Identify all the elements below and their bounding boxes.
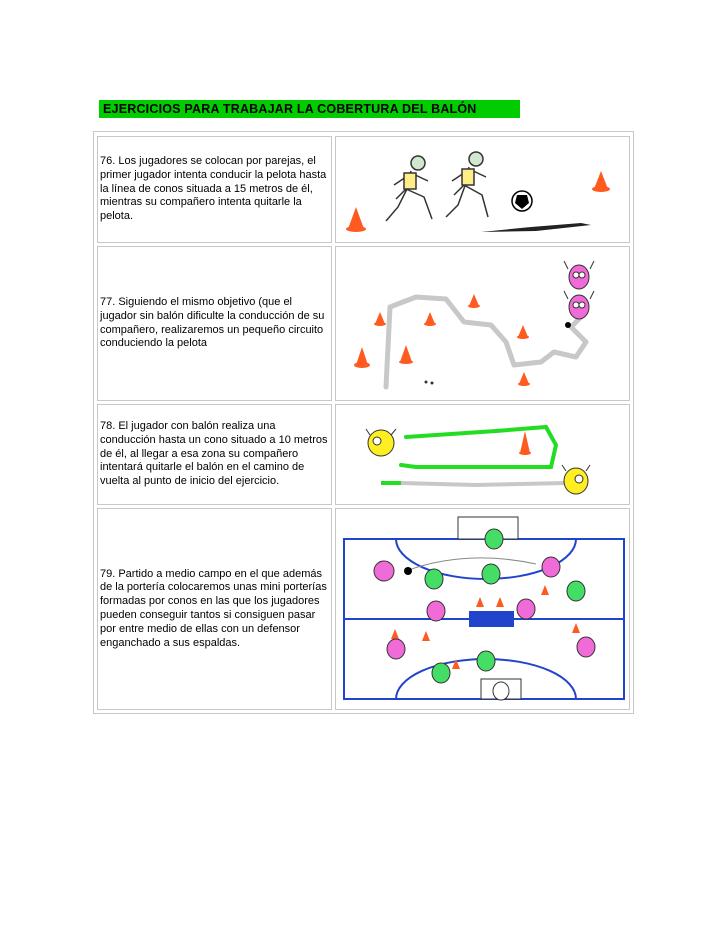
exercise-79-text-cell	[97, 508, 332, 710]
cone-icon	[520, 431, 530, 453]
cone-icon	[348, 207, 364, 229]
center-zone	[469, 611, 514, 627]
circuit-path	[386, 297, 586, 387]
exercise-76-text-cell	[97, 136, 332, 243]
dribble-path	[401, 427, 556, 467]
exercise-78-diagram	[335, 404, 630, 505]
exercise-77-text-cell	[97, 246, 332, 401]
player-icon	[446, 152, 488, 217]
exercise-77-illustration	[336, 247, 631, 402]
exercise-79-text: 79. Partido a medio campo en el que además de la portería colocaremos unas mini porterías formadas por conos en las que los jugadores pueden conseguir tantos si consiguen pasar por entre medio de ellas con un defensor enganchado a sus espaldas.	[100, 567, 327, 649]
page-title: EJERCICIOS PARA TRABAJAR LA COBERTURA DEL BALÓN	[99, 100, 520, 118]
exercise-76-text: 76. Los jugadores se colocan por parejas, el primer jugador intenta conducir la pelota hasta la línea de conos situada a 15 metros de él, mientras su compañero intenta quitarle la pelota.	[100, 155, 327, 223]
exercise-78-text: 78. El jugador con balón realiza una conducción hasta un cono situado a 10 metros de él, al llegar a esa zona su compañero intentará quitarle el balón en el camino de vuelta al punto de inicio del ejercicio.	[100, 420, 328, 488]
player-icon	[386, 156, 432, 221]
ball-icon	[565, 322, 571, 328]
exercise-77-diagram	[335, 246, 630, 401]
ground-line	[481, 223, 591, 232]
exercise-76-illustration	[336, 137, 631, 244]
exercise-76-diagram	[335, 136, 630, 243]
player-icon	[564, 261, 594, 289]
ball-icon	[404, 567, 412, 575]
exercise-78-text-cell	[97, 404, 332, 505]
return-path	[401, 483, 566, 485]
exercise-79-diagram	[335, 508, 630, 710]
exercise-77-text: 77. Siguiendo el mismo objetivo (que el jugador sin balón dificulte la conducción de su compañero, realizaremos un pequeño circuito conduciendo la pelota	[100, 295, 325, 350]
player-icon	[562, 465, 590, 494]
player-icon	[564, 291, 594, 319]
player-icon	[366, 429, 396, 456]
exercise-78-illustration	[336, 405, 631, 506]
exercise-79-illustration	[336, 509, 631, 711]
